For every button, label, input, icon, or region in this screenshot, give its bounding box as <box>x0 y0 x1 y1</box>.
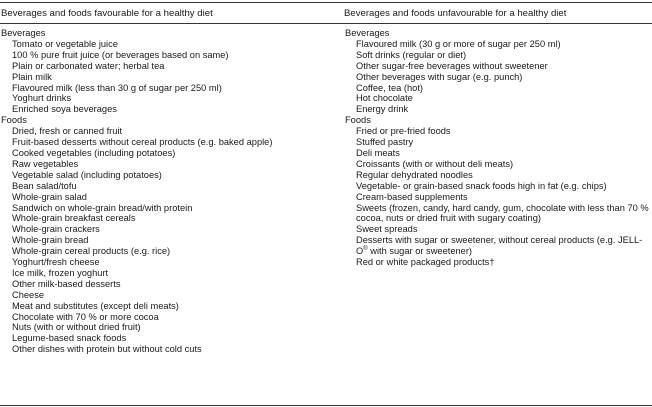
top-rule <box>0 2 652 3</box>
list-item: 100 % pure fruit juice (or beverages based on same) <box>12 49 229 60</box>
list-item: Flavoured milk (less than 30 g of sugar per 250 ml) <box>12 82 222 93</box>
list-item: Nuts (with or without dried fruit) <box>12 322 141 333</box>
unfavourable-beverages-list <box>344 39 650 115</box>
list-item: Other dishes with protein but without cold cuts <box>12 344 202 355</box>
list-item: Whole-grain breakfast cereals <box>12 213 136 224</box>
list-item: Whole-grain salad <box>12 191 87 202</box>
header-unfavourable: Beverages and foods unfavourable for a healthy diet <box>344 8 567 19</box>
list-item: Other milk-based desserts <box>12 278 121 289</box>
list-item: Meat and substitutes (except deli meats) <box>12 300 179 311</box>
section-label: Beverages <box>1 28 46 38</box>
list-item: Ice milk, frozen yoghurt <box>12 267 109 278</box>
list-item: Legume-based snack foods <box>12 333 127 344</box>
list-item: Stuffed pastry <box>356 137 414 148</box>
list-item: Sweet spreads <box>356 224 418 235</box>
section-label: Foods <box>345 115 371 126</box>
list-item: Vegetable- or grain-based snack foods high in fat (e.g. chips) <box>356 180 607 191</box>
list-item: Fruit-based desserts without cereal products (e.g. baked apple) <box>12 137 273 148</box>
list-item: Other beverages with sugar (e.g. punch) <box>356 71 523 82</box>
list-item: Whole-grain bread <box>12 235 89 246</box>
list-item: Enriched soya beverages <box>12 104 117 115</box>
list-item: Cooked vegetables (including potatoes) <box>12 147 176 158</box>
list-item: Croissants (with or without deli meats) <box>356 158 514 169</box>
list-item: Yoghurt/fresh cheese <box>12 257 100 268</box>
list-item: Chocolate with 70 % or more cocoa <box>12 311 159 322</box>
list-item: Soft drinks (regular or diet) <box>356 49 467 60</box>
list-item: Plain milk <box>12 71 52 82</box>
list-item: Whole-grain cereal products (e.g. rice) <box>12 246 171 257</box>
list-item: Hot chocolate <box>356 93 413 104</box>
list-item: Bean salad/tofu <box>12 180 77 191</box>
list-item: Sandwich on whole-grain bread/with protein <box>12 202 193 213</box>
list-item: Fried or pre-fried foods <box>356 126 451 137</box>
list-item: Coffee, tea (hot) <box>356 82 424 93</box>
bottom-rule <box>0 405 652 406</box>
unfavourable-foods-list <box>344 126 650 235</box>
favourable-column <box>0 28 330 355</box>
list-item: Whole-grain crackers <box>12 224 100 235</box>
header-favourable: Beverages and foods favourable for a healthy diet <box>1 8 213 19</box>
list-item: Sweets (frozen, candy, hard candy, gum, chocolate with less than 70 % cocoa, nuts or dried fruit with sugary coating) <box>356 202 649 224</box>
list-item: Vegetable salad (including potatoes) <box>12 169 162 180</box>
list-item: Raw vegetables <box>12 158 79 169</box>
list-item: Tomato or vegetable juice <box>12 38 118 49</box>
list-item: Cheese <box>12 289 45 300</box>
list-item: Energy drink <box>356 104 409 115</box>
section-label: Beverages <box>345 28 390 38</box>
list-item: Plain or carbonated water; herbal tea <box>12 60 165 71</box>
list-item: Deli meats <box>356 147 400 158</box>
unfavourable-column <box>344 28 650 268</box>
list-item: Dried, fresh or canned fruit <box>12 126 123 137</box>
list-item: Red or white packaged products† <box>356 257 495 268</box>
list-item: Desserts with sugar or sweetener, without cereal products (e.g. JELL-O® with sugar or sweetener) <box>356 235 643 257</box>
list-item: Yoghurt drinks <box>12 93 72 104</box>
list-item: Other sugar-free beverages without sweetener <box>356 60 548 71</box>
list-item: Flavoured milk (30 g or more of sugar per 250 ml) <box>356 38 561 49</box>
list-item: Regular dehydrated noodles <box>356 169 473 180</box>
section-label: Foods <box>1 115 27 126</box>
header-rule <box>0 23 652 24</box>
favourable-foods-list <box>0 126 330 355</box>
favourable-beverages-list <box>0 39 330 115</box>
list-item: Cream-based supplements <box>356 191 468 202</box>
